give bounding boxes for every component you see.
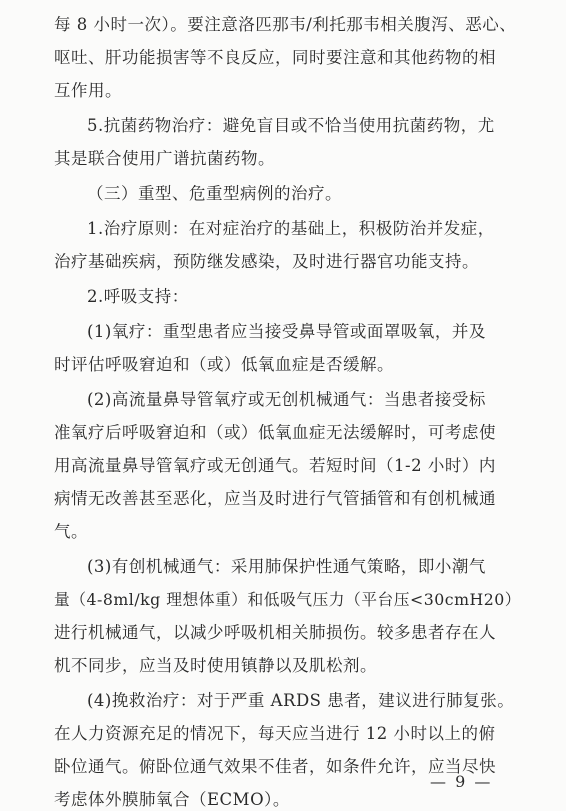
text-line: 每 8 小时一次）。要注意洛匹那韦/利托那韦相关腹泻、恶心、	[54, 15, 517, 34]
text-line: (4)挽救治疗：对于严重 ARDS 患者，建议进行肺复张。	[87, 691, 515, 710]
text-line: (1)氧疗：重型患者应当接受鼻导管或面罩吸氧，并及	[87, 322, 486, 341]
paragraph-respiratory-support	[54, 286, 524, 307]
text-line: 呕吐、肝功能损害等不良反应，同时要注意和其他药物的相	[54, 48, 496, 67]
paragraph-continued-adverse-effects	[54, 14, 524, 101]
text-line: 在人力资源充足的情况下，每天应当进行 12 小时以上的俯	[54, 724, 496, 743]
text-line: 卧位通气。俯卧位通气效果不佳者，如条件允许，应当尽快	[54, 757, 496, 776]
section-heading-severe-cases	[54, 183, 524, 204]
text-line: 互作用。	[54, 81, 122, 100]
text-line: 准氧疗后呼吸窘迫和（或）低氧血症无法缓解时，可考虑使	[54, 423, 496, 442]
text-line: 治疗基础疾病，预防继发感染，及时进行器官功能支持。	[54, 252, 479, 271]
paragraph-rescue-therapy	[54, 690, 524, 810]
paragraph-high-flow-oxygen	[54, 389, 524, 542]
paragraph-oxygen-therapy	[54, 321, 524, 375]
paragraph-treatment-principles	[54, 218, 524, 272]
document-body	[54, 14, 524, 810]
text-line: 2.呼吸支持：	[87, 287, 189, 306]
text-line: 5.抗菌药物治疗：避免盲目或不恰当使用抗菌药物，尤	[87, 116, 495, 135]
paragraph-invasive-ventilation	[54, 556, 524, 676]
text-line: 进行机械通气，以减少呼吸机相关肺损伤。较多患者存在人	[54, 623, 496, 642]
page-number: — 9 —	[430, 772, 493, 791]
section-heading: （三）重型、危重型病例的治疗。	[87, 184, 342, 203]
text-line: 病情无改善甚至恶化，应当及时进行气管插管和有创机械通	[54, 489, 496, 508]
text-line: 1.治疗原则：在对症治疗的基础上，积极防治并发症，	[87, 219, 495, 238]
text-line: 其是联合使用广谱抗菌药物。	[54, 149, 275, 168]
text-line: (2)高流量鼻导管氧疗或无创机械通气：当患者接受标	[87, 390, 486, 409]
text-line: 气。	[54, 522, 88, 541]
text-line: 量（4-8ml/kg 理想体重）和低吸气压力（平台压<30cmH20）	[54, 590, 522, 609]
text-line: 时评估呼吸窘迫和（或）低氧血症是否缓解。	[54, 355, 394, 374]
text-line: 用高流量鼻导管氧疗或无创通气。若短时间（1-2 小时）内	[54, 456, 496, 475]
text-line: 考虑体外膜肺氧合（ECMO）。	[54, 790, 290, 809]
paragraph-antibacterial-therapy	[54, 115, 524, 169]
text-line: (3)有创机械通气：采用肺保护性通气策略，即小潮气	[87, 557, 486, 576]
text-line: 机不同步，应当及时使用镇静以及肌松剂。	[54, 656, 377, 675]
